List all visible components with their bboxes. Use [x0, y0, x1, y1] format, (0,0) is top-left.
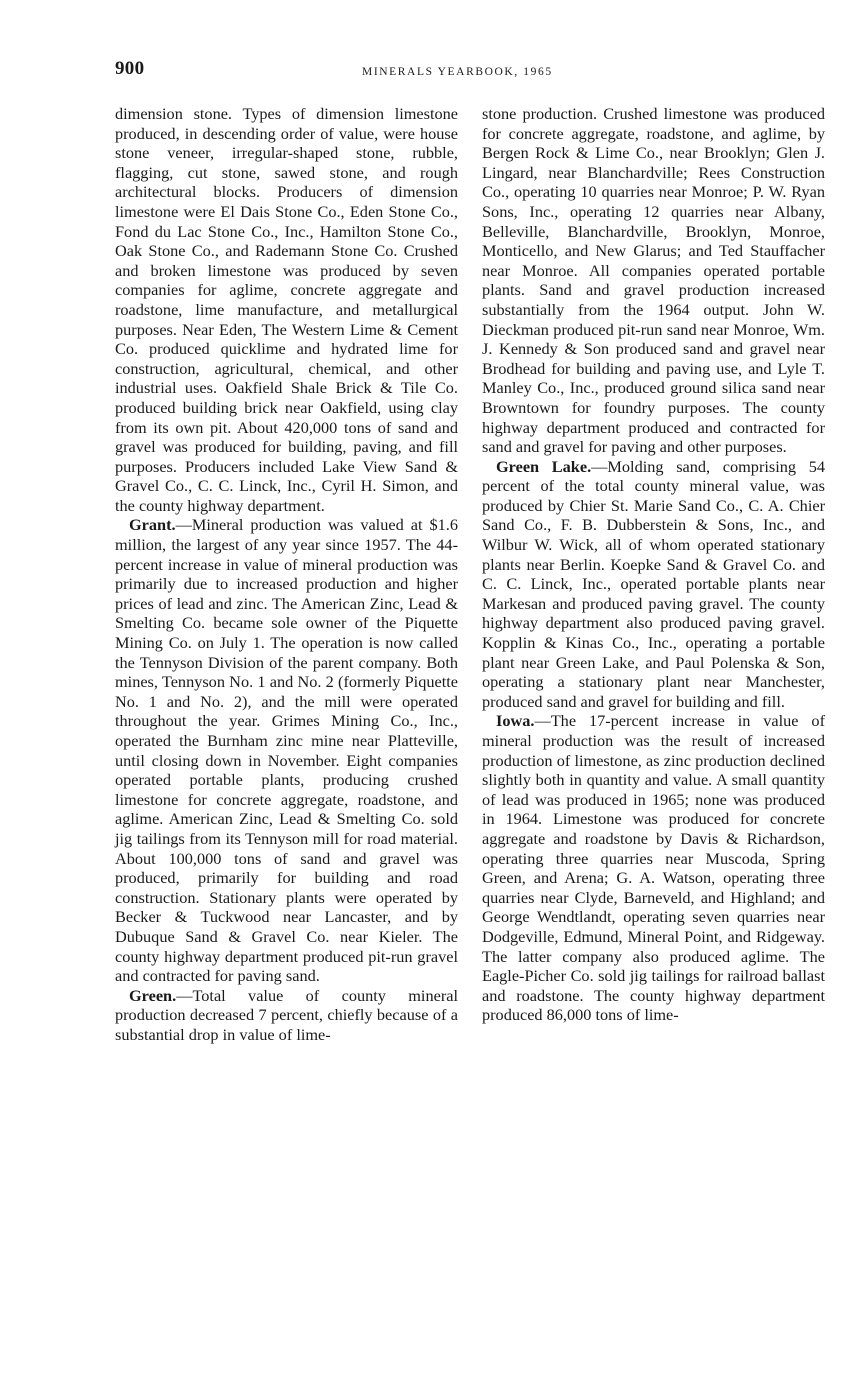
paragraph-text: —Total value of county mineral production decreased 7 percent, chiefly because of a substantial drop in value of lime-	[115, 985, 458, 1044]
paragraph-green-lake	[482, 457, 825, 712]
page-number: 900	[115, 58, 145, 79]
paragraph-text: —The 17-percent increase in value of mineral production was the result of increased production of limestone, as zinc production declined slightly both in quantity and value. A small quantity of lead was produced in 1965; none was produced in 1964. Limestone was produced for concrete aggregate and roadstone by Davis & Richardson, operating three quarries near Muscoda, Spring Green, and Arena; G. A. Watson, operating three quarries near Clyde, Barneveld, and Highland; and George Wendtlandt, operating seven quarries near Dodgeville, Edmund, Mineral Point, and Ridgeway. The latter company also produced aglime. The Eagle-Picher Co. sold jig tailings for railroad ballast and roadstone. The county highway department produced 86,000 tons of lime-	[482, 711, 825, 1025]
county-heading: Grant.	[129, 515, 176, 535]
county-heading: Iowa.	[496, 711, 535, 731]
paragraph-text: —Mineral production was valued at $1.6 million, the largest of any year since 1957. The 44-percent increase in value of mineral production was primarily due to increased production and higher prices of lead and zinc. The American Zinc, Lead & Smelting Co. became sole owner of the Piquette Mining Co. on July 1. The operation is now called the Tennyson Division of the parent company. Both mines, Tennyson No. 1 and No. 2 (formerly Piquette No. 1 and No. 2), and the mill were operated throughout the year. Grimes Mining Co., Inc., operated the Burnham zinc mine near Platteville, until closing down in November. Eight companies operated portable plants, producing crushed limestone for concrete aggregate, roadstone, and aglime. American Zinc, Lead & Smelting Co. sold jig tailings from its Tennyson mill for road material. About 100,000 tons of sand and gravel was produced, primarily for building and road construction. Stationary plants were operated by Becker & Tuckwood near Lancaster, and by Dubuque Sand & Gravel Co. near Kieler. The county highway department produced pit-run gravel and contracted for paving sand.	[115, 515, 458, 986]
paragraph-text: —Molding sand, comprising 54 percent of the total county mineral value, was produced by Chier St. Marie Sand Co., C. A. Chier Sand Co., F. B. Dubberstein & Sons, Inc., and Wilbur W. Wick, all of whom operated stationary plants near Berlin. Koepke Sand & Gravel Co. and C. C. Linck, Inc., operated portable plants near Markesan and produced paving gravel. The county highway department also produced paving gravel. Kopplin & Kinas Co., Inc., operating a portable plant near Green Lake, and Paul Polenska & Son, operating a stationary plant near Manchester, produced sand and gravel for building and fill.	[482, 456, 825, 711]
right-column	[482, 104, 825, 1025]
county-heading: Green.	[129, 985, 177, 1005]
paragraph-grant	[115, 515, 458, 985]
paragraph-green	[115, 986, 458, 1045]
paragraph: dimension stone. Types of dimension limestone produced, in descending order of value, were house stone veneer, irregular-shaped stone, rubble, flagging, cut stone, sawed stone, and rough architectural blocks. Producers of dimension limestone were El Dais Stone Co., Eden Stone Co., Fond du Lac Stone Co., Inc., Hamilton Stone Co., Oak Stone Co., and Rademann Stone Co. Crushed and broken limestone was produced by seven companies for aglime, concrete aggregate and roadstone, lime manufacture, and metallurgical purposes. Near Eden, The Western Lime & Cement Co. produced quicklime and hydrated lime for construction, agricultural, chemical, and other industrial uses. Oakfield Shale Brick & Tile Co. produced building brick near Oakfield, using clay from its own pit. About 420,000 tons of sand and gravel was produced for building, paving, and fill purposes. Producers included Lake View Sand & Gravel Co., C. C. Linck, Inc., Cyril H. Simon, and the county highway department.	[115, 104, 458, 515]
paragraph: stone production. Crushed limestone was produced for concrete aggregate, roadstone, and aglime, by Bergen Rock & Lime Co., near Brooklyn; Glen J. Lingard, near Blanchardville; Rees Construction Co., operating 10 quarries near Monroe; P. W. Ryan Sons, Inc., operating 12 quarries near Albany, Belleville, Blanchardville, Brooklyn, Monroe, Monticello, and New Glarus; and Ted Stauffacher near Monroe. All companies operated portable plants. Sand and gravel production increased substantially from the 1964 output. John W. Dieckman produced pit-run sand near Monroe, Wm. J. Kennedy & Son produced sand and gravel near Brodhead for building and paving use, and Lyle T. Manley Co., Inc., produced ground silica sand near Browntown for foundry purposes. The county highway department produced and contracted for sand and gravel for paving and other purposes.	[482, 104, 825, 457]
running-head: MINERALS YEARBOOK, 1965	[362, 66, 553, 78]
paragraph-iowa	[482, 711, 825, 1025]
left-column	[115, 104, 458, 1045]
county-heading: Green Lake.	[496, 456, 592, 476]
